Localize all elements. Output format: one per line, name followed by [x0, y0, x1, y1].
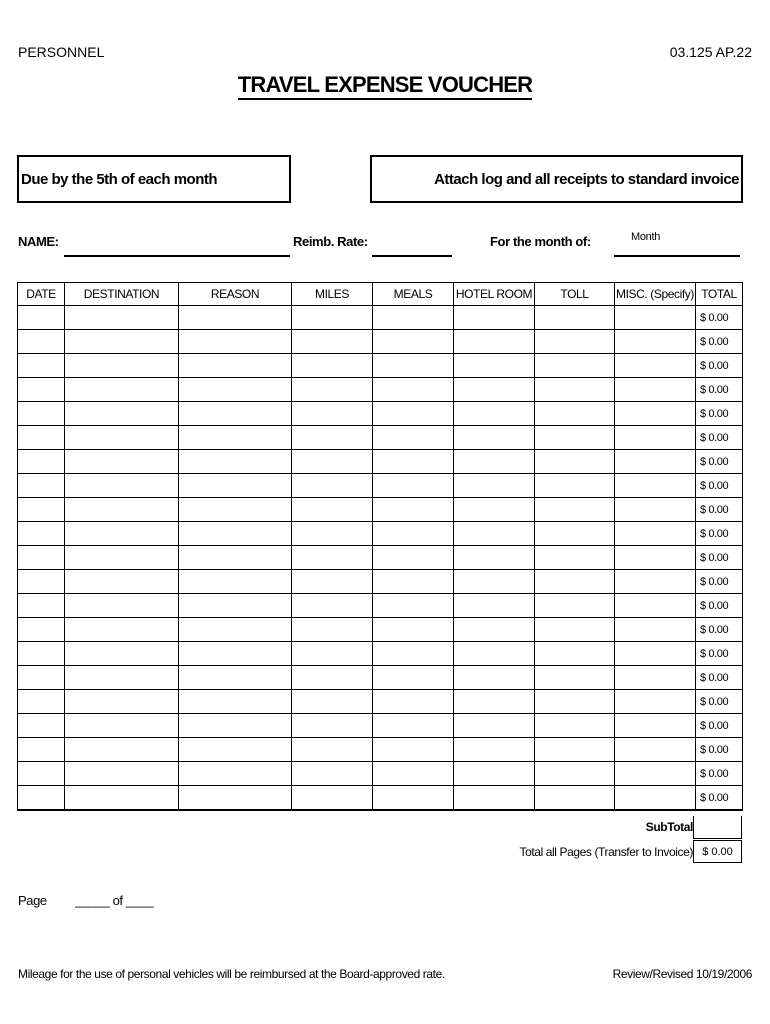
row-total: $ 0.00 [696, 330, 743, 354]
table-cell[interactable] [535, 306, 615, 330]
table-cell[interactable] [292, 402, 373, 426]
table-cell[interactable] [65, 738, 179, 762]
table-cell[interactable] [179, 738, 292, 762]
table-cell[interactable] [18, 786, 65, 811]
table-cell[interactable] [292, 498, 373, 522]
table-cell[interactable] [373, 354, 454, 378]
table-cell[interactable] [373, 498, 454, 522]
table-cell[interactable] [65, 474, 179, 498]
table-cell[interactable] [373, 738, 454, 762]
row-total: $ 0.00 [696, 354, 743, 378]
table-cell[interactable] [65, 354, 179, 378]
row-total: $ 0.00 [696, 378, 743, 402]
table-cell[interactable] [179, 618, 292, 642]
table-cell[interactable] [65, 618, 179, 642]
table-cell[interactable] [179, 762, 292, 786]
table-cell[interactable] [18, 570, 65, 594]
table-cell[interactable] [373, 714, 454, 738]
table-cell[interactable] [615, 666, 696, 690]
row-total: $ 0.00 [696, 402, 743, 426]
table-cell[interactable] [292, 426, 373, 450]
table-cell[interactable] [65, 498, 179, 522]
table-cell[interactable] [18, 666, 65, 690]
table-cell[interactable] [65, 786, 179, 811]
table-cell[interactable] [292, 450, 373, 474]
table-cell[interactable] [65, 330, 179, 354]
total-value: $ 0.00 [693, 840, 742, 863]
table-cell[interactable] [179, 354, 292, 378]
col-misc: MISC. (Specify) [615, 283, 696, 306]
col-destination: DESTINATION [65, 283, 179, 306]
section-label: PERSONNEL [18, 44, 105, 60]
table-cell[interactable] [179, 546, 292, 570]
table-cell[interactable] [292, 738, 373, 762]
table-cell[interactable] [292, 354, 373, 378]
table-cell[interactable] [535, 354, 615, 378]
subtotal-value[interactable] [693, 816, 742, 839]
table-cell[interactable] [454, 642, 535, 666]
table-cell[interactable] [292, 642, 373, 666]
table-cell[interactable] [18, 426, 65, 450]
table-cell[interactable] [292, 714, 373, 738]
table-cell[interactable] [454, 522, 535, 546]
row-total: $ 0.00 [696, 714, 743, 738]
table-cell[interactable] [454, 306, 535, 330]
month-label: For the month of: [490, 234, 591, 249]
table-cell[interactable] [65, 306, 179, 330]
table-cell[interactable] [535, 546, 615, 570]
due-notice: Due by the 5th of each month [17, 155, 291, 203]
row-total: $ 0.00 [696, 762, 743, 786]
table-cell[interactable] [454, 738, 535, 762]
table-cell[interactable] [292, 570, 373, 594]
row-total: $ 0.00 [696, 498, 743, 522]
table-cell[interactable] [18, 354, 65, 378]
table-row [18, 546, 743, 570]
table-cell[interactable] [18, 618, 65, 642]
table-cell[interactable] [65, 714, 179, 738]
row-total: $ 0.00 [696, 594, 743, 618]
table-cell[interactable] [454, 330, 535, 354]
table-cell[interactable] [535, 402, 615, 426]
table-cell[interactable] [615, 642, 696, 666]
row-total: $ 0.00 [696, 426, 743, 450]
table-cell[interactable] [535, 450, 615, 474]
table-cell[interactable] [292, 522, 373, 546]
table-cell[interactable] [535, 378, 615, 402]
table-cell[interactable] [373, 786, 454, 811]
table-cell[interactable] [535, 426, 615, 450]
table-cell[interactable] [18, 450, 65, 474]
table-cell[interactable] [179, 426, 292, 450]
table-cell[interactable] [615, 690, 696, 714]
page-title: TRAVEL EXPENSE VOUCHER [0, 72, 770, 98]
table-row [18, 618, 743, 642]
table-cell[interactable] [179, 498, 292, 522]
table-cell[interactable] [65, 570, 179, 594]
table-cell[interactable] [18, 522, 65, 546]
row-total: $ 0.00 [696, 786, 743, 811]
rate-field[interactable] [372, 255, 452, 257]
table-cell[interactable] [615, 786, 696, 811]
table-cell[interactable] [65, 378, 179, 402]
table-row [18, 714, 743, 738]
table-cell[interactable] [454, 570, 535, 594]
table-cell[interactable] [18, 642, 65, 666]
table-cell[interactable] [615, 762, 696, 786]
table-cell[interactable] [535, 618, 615, 642]
table-cell[interactable] [535, 570, 615, 594]
table-cell[interactable] [373, 474, 454, 498]
table-cell[interactable] [615, 402, 696, 426]
table-cell[interactable] [65, 642, 179, 666]
table-cell[interactable] [18, 378, 65, 402]
rate-label: Reimb. Rate: [293, 234, 368, 249]
table-cell[interactable] [65, 522, 179, 546]
table-cell[interactable] [535, 522, 615, 546]
table-cell[interactable] [179, 522, 292, 546]
total-label: Total all Pages (Transfer to Invoice) [519, 845, 693, 859]
table-cell[interactable] [18, 498, 65, 522]
month-hint: Month [631, 231, 661, 243]
table-cell[interactable] [615, 498, 696, 522]
expense-table [17, 282, 743, 811]
table-cell[interactable] [65, 402, 179, 426]
table-cell[interactable] [615, 618, 696, 642]
attach-notice: Attach log and all receipts to standard invoice [370, 155, 743, 203]
row-total: $ 0.00 [696, 474, 743, 498]
table-cell[interactable] [373, 762, 454, 786]
table-cell[interactable] [615, 330, 696, 354]
table-cell[interactable] [454, 786, 535, 811]
table-cell[interactable] [179, 378, 292, 402]
name-field[interactable] [64, 255, 290, 257]
table-cell[interactable] [179, 594, 292, 618]
row-total: $ 0.00 [696, 450, 743, 474]
table-cell[interactable] [65, 426, 179, 450]
row-total: $ 0.00 [696, 666, 743, 690]
table-cell[interactable] [535, 666, 615, 690]
table-row [18, 498, 743, 522]
table-cell[interactable] [179, 306, 292, 330]
table-cell[interactable] [179, 402, 292, 426]
table-cell[interactable] [454, 618, 535, 642]
table-cell[interactable] [65, 450, 179, 474]
table-cell[interactable] [535, 594, 615, 618]
table-cell[interactable] [65, 546, 179, 570]
col-reason: REASON [179, 283, 292, 306]
table-cell[interactable] [179, 786, 292, 811]
col-meals: MEALS [373, 283, 454, 306]
table-cell[interactable] [373, 378, 454, 402]
table-cell[interactable] [535, 330, 615, 354]
table-cell[interactable] [535, 642, 615, 666]
table-cell[interactable] [65, 666, 179, 690]
table-cell[interactable] [615, 354, 696, 378]
table-cell[interactable] [373, 522, 454, 546]
table-cell[interactable] [535, 714, 615, 738]
col-miles: MILES [292, 283, 373, 306]
col-total: TOTAL [696, 283, 743, 306]
table-cell[interactable] [292, 330, 373, 354]
subtotal-label: SubTotal [645, 820, 693, 834]
table-row [18, 330, 743, 354]
table-cell[interactable] [179, 570, 292, 594]
row-total: $ 0.00 [696, 306, 743, 330]
table-cell[interactable] [454, 354, 535, 378]
table-cell[interactable] [615, 522, 696, 546]
table-cell[interactable] [454, 690, 535, 714]
table-cell[interactable] [292, 378, 373, 402]
table-cell[interactable] [535, 762, 615, 786]
table-cell[interactable] [454, 450, 535, 474]
table-cell[interactable] [179, 642, 292, 666]
row-total: $ 0.00 [696, 522, 743, 546]
name-label: NAME: [18, 234, 59, 249]
table-cell[interactable] [535, 786, 615, 811]
table-cell[interactable] [535, 474, 615, 498]
table-cell[interactable] [615, 570, 696, 594]
month-field[interactable] [614, 255, 740, 257]
page-label: Page [18, 893, 47, 908]
table-cell[interactable] [179, 450, 292, 474]
table-cell[interactable] [18, 402, 65, 426]
table-row [18, 378, 743, 402]
table-cell[interactable] [373, 642, 454, 666]
page-counter [18, 893, 153, 908]
table-cell[interactable] [535, 690, 615, 714]
table-row [18, 762, 743, 786]
table-cell[interactable] [454, 546, 535, 570]
table-row [18, 642, 743, 666]
row-total: $ 0.00 [696, 618, 743, 642]
table-row [18, 306, 743, 330]
table-cell[interactable] [18, 690, 65, 714]
table-cell[interactable] [292, 762, 373, 786]
document-code: 03.125 AP.22 [669, 44, 752, 60]
table-row [18, 522, 743, 546]
table-cell[interactable] [179, 666, 292, 690]
table-cell[interactable] [454, 666, 535, 690]
table-cell[interactable] [615, 378, 696, 402]
table-cell[interactable] [454, 498, 535, 522]
table-row [18, 402, 743, 426]
table-cell[interactable] [18, 474, 65, 498]
table-row [18, 594, 743, 618]
table-cell[interactable] [292, 786, 373, 811]
table-cell[interactable] [454, 378, 535, 402]
table-cell[interactable] [179, 330, 292, 354]
table-row [18, 354, 743, 378]
table-cell[interactable] [292, 546, 373, 570]
table-cell[interactable] [535, 498, 615, 522]
table-cell[interactable] [179, 690, 292, 714]
table-cell[interactable] [179, 474, 292, 498]
mileage-note: Mileage for the use of personal vehicles will be reimbursed at the Board-approved rate. [18, 967, 445, 981]
table-cell[interactable] [615, 714, 696, 738]
table-cell[interactable] [18, 762, 65, 786]
row-total: $ 0.00 [696, 546, 743, 570]
table-cell[interactable] [18, 738, 65, 762]
table-row [18, 450, 743, 474]
table-cell[interactable] [373, 570, 454, 594]
table-cell[interactable] [18, 714, 65, 738]
row-total: $ 0.00 [696, 738, 743, 762]
table-row [18, 738, 743, 762]
table-cell[interactable] [373, 690, 454, 714]
table-cell[interactable] [373, 666, 454, 690]
table-cell[interactable] [292, 306, 373, 330]
table-row [18, 474, 743, 498]
table-row [18, 570, 743, 594]
row-total: $ 0.00 [696, 570, 743, 594]
table-cell[interactable] [615, 546, 696, 570]
table-cell[interactable] [454, 762, 535, 786]
table-row [18, 786, 743, 811]
table-cell[interactable] [65, 690, 179, 714]
table-cell[interactable] [292, 618, 373, 642]
table-cell[interactable] [454, 714, 535, 738]
table-cell[interactable] [373, 426, 454, 450]
table-header-row [18, 283, 743, 306]
table-cell[interactable] [454, 426, 535, 450]
table-cell[interactable] [179, 714, 292, 738]
table-cell[interactable] [615, 426, 696, 450]
row-total: $ 0.00 [696, 642, 743, 666]
table-cell[interactable] [292, 666, 373, 690]
table-cell[interactable] [373, 450, 454, 474]
table-row [18, 690, 743, 714]
table-cell[interactable] [65, 762, 179, 786]
col-date: DATE [18, 283, 65, 306]
table-cell[interactable] [373, 594, 454, 618]
row-total: $ 0.00 [696, 690, 743, 714]
table-cell[interactable] [454, 402, 535, 426]
table-cell[interactable] [373, 330, 454, 354]
table-cell[interactable] [615, 594, 696, 618]
col-hotel-room: HOTEL ROOM [454, 283, 535, 306]
revision-date: Review/Revised 10/19/2006 [612, 967, 752, 981]
table-cell[interactable] [373, 402, 454, 426]
table-cell[interactable] [615, 306, 696, 330]
col-toll: TOLL [535, 283, 615, 306]
table-cell[interactable] [18, 306, 65, 330]
table-row [18, 666, 743, 690]
table-cell[interactable] [292, 690, 373, 714]
table-cell[interactable] [18, 546, 65, 570]
table-cell[interactable] [18, 330, 65, 354]
table-cell[interactable] [615, 738, 696, 762]
table-cell[interactable] [535, 738, 615, 762]
table-row [18, 426, 743, 450]
table-cell[interactable] [454, 594, 535, 618]
page-of[interactable]: _____ of ____ [75, 893, 154, 908]
table-cell[interactable] [65, 594, 179, 618]
table-cell[interactable] [373, 306, 454, 330]
table-cell[interactable] [292, 594, 373, 618]
table-cell[interactable] [615, 474, 696, 498]
table-cell[interactable] [373, 546, 454, 570]
table-cell[interactable] [454, 474, 535, 498]
table-cell[interactable] [18, 594, 65, 618]
table-cell[interactable] [373, 618, 454, 642]
table-cell[interactable] [292, 474, 373, 498]
table-cell[interactable] [615, 450, 696, 474]
